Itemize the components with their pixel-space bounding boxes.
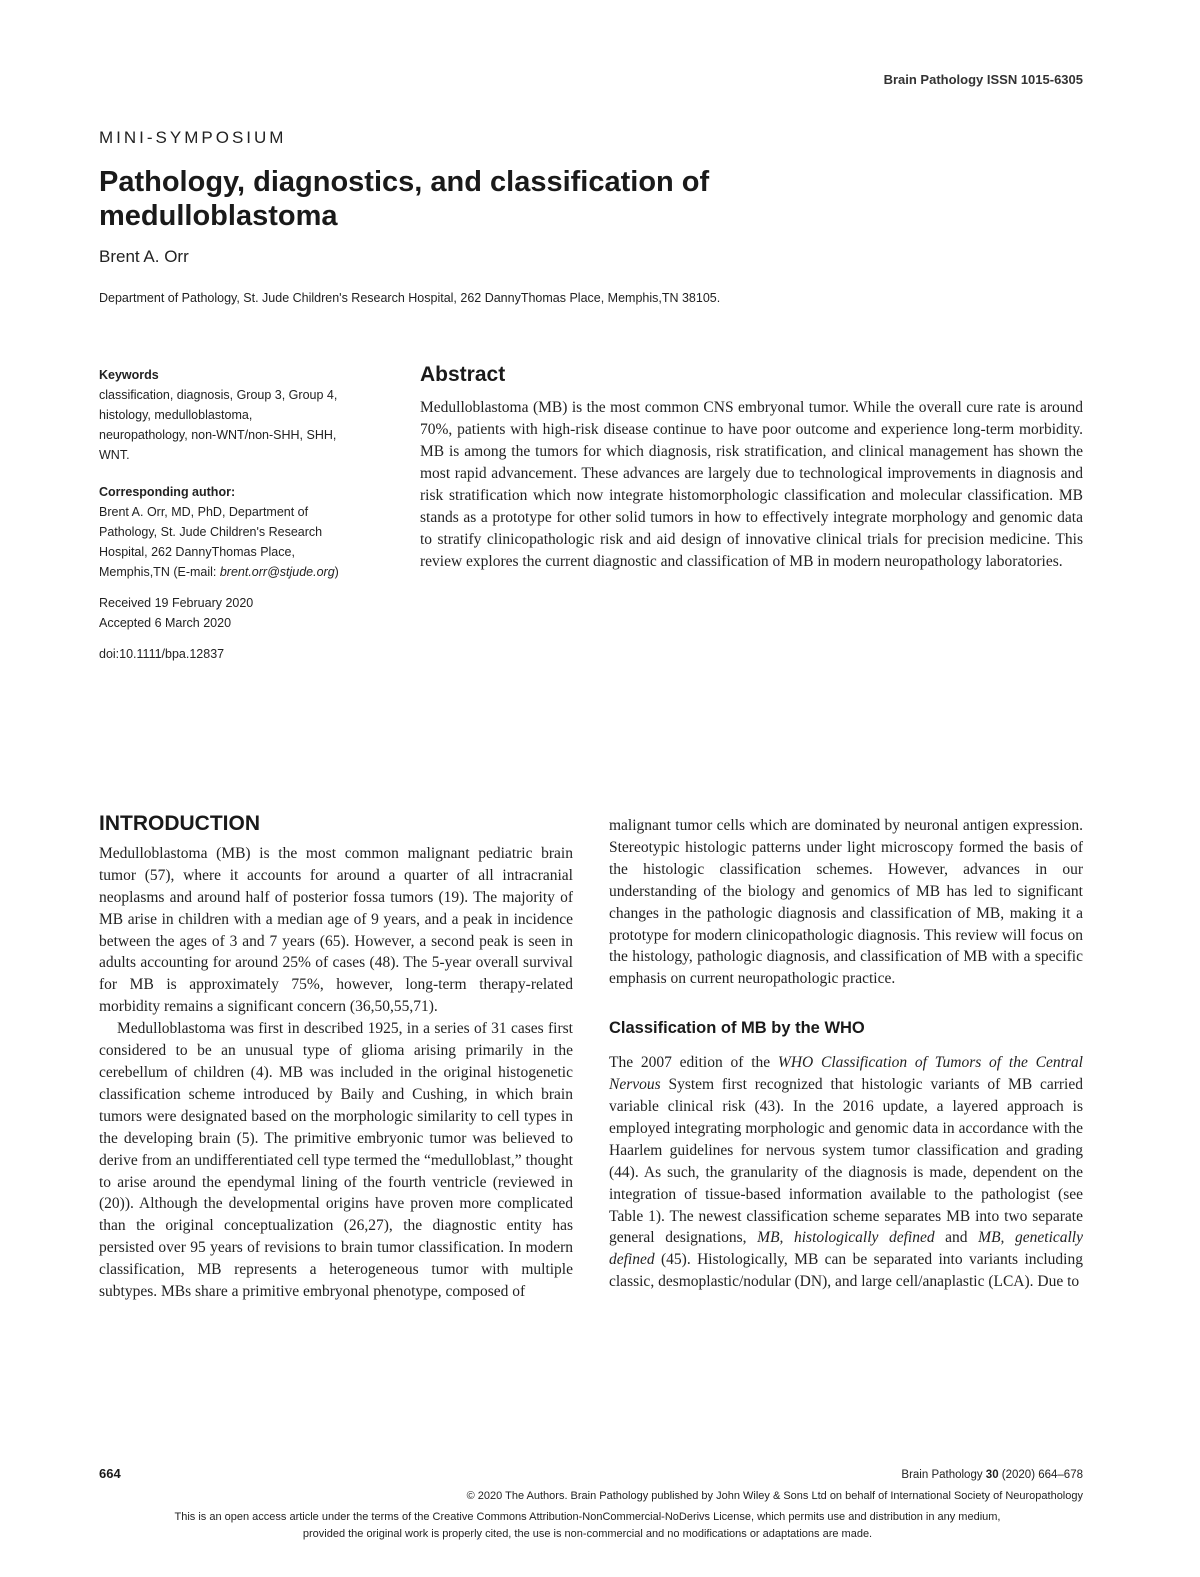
author-affiliation: Department of Pathology, St. Jude Children's Research Hospital, 262 DannyThomas Place, Memphis,TN 38105. [99,291,721,305]
license-line: provided the original work is properly cited, the use is non-commercial and no modifications or adaptations are made. [302,1528,873,1540]
corresponding-prefix: Memphis,TN (E-mail: [99,565,220,579]
accepted-date: Accepted 6 March 2020 [99,616,232,630]
journal-citation-footer [901,1469,1083,1481]
footer-year-pages: (2020) 664–678 [998,1469,1083,1481]
author-name: Brent A. Orr [99,247,189,266]
body-paragraph [609,1052,1083,1293]
italic-text-run: MB, histologically defined [757,1229,935,1247]
corresponding-line: Hospital, 262 DannyThomas Place, [99,545,295,559]
abstract-section [420,363,1083,573]
journal-header: Brain Pathology ISSN 1015-6305 [883,72,1083,87]
article-title: Pathology, diagnostics, and classification of medulloblastoma [99,166,710,232]
article-sidebar [99,365,399,664]
corresponding-suffix: ) [334,565,339,579]
italic-text-run: WHO Classification of Tumors of the Central Nervous [609,1054,1083,1094]
body-column-right [609,815,1083,1293]
body-paragraph: Medulloblastoma (MB) is the most common malignant pediatric brain tumor (57), where it accounts for around a quarter of all intracranial neoplasms and around half of posterior fossa tumors (19). The majority of MB arise in children with a median age of 9 years, and a peak in incidence between the ages of 3 and 7 years (65). However, a second peak is seen in adults accounting for around 25% of cases (48). The 5-year overall survival for MB is approximately 75%, however, long-term therapy-related morbidity remains a significant concern (36,50,55,71). [99,844,573,1016]
abstract-text: Medulloblastoma (MB) is the most common CNS embryonal tumor. While the overall cure rate is around 70%, patients with high-risk disease continue to have poor outcome and experience long-term morbidity. MB is among the tumors for which diagnosis, risk stratification, and clinical management has shown the most rapid advancement. These advances are largely due to technological improvements in diagnosis and risk stratification which now integrate histomorphologic classification and molecular classification. MB stands as a prototype for other solid tumors in how to effectively integrate morphology and genomic data to stratify clinicopathologic risk and aid design of innovative clinical trials for precision medicine. This review explores the current diagnostic and classification of MB in modern neuropathology laboratories. [420,399,1083,570]
keywords-line: classification, diagnosis, Group 3, Group 4, [99,388,338,402]
doi-link[interactable]: doi:10.1111/bpa.12837 [99,647,225,661]
text-run: (45). Histologically, MB can be separated into variants including classic, desmoplastic/nodular (DN), and large cell/anaplastic (LCA). Due to [609,1251,1083,1291]
introduction-heading: INTRODUCTION [99,812,260,835]
keywords-line: WNT. [99,448,130,462]
body-paragraph: malignant tumor cells which are dominated by neuronal antigen expression. Stereotypic histologic patterns under light microscopy formed the basis of the histologic classification schemes. However, advances in our understanding of the biology and genomics of MB has led to significant changes in the pathologic diagnosis and classification of MB, making it a prototype for modern clinicopathologic diagnosis. This review will focus on the histology, pathologic diagnosis, and classification of MB with a specific emphasis on current neuropathologic practice. [609,817,1083,988]
corresponding-line [99,562,399,582]
footer-volume: 30 [985,1469,999,1481]
corresponding-author-label: Corresponding author: [99,485,236,499]
corresponding-line: Pathology, St. Jude Children's Research [99,525,323,539]
received-date: Received 19 February 2020 [99,596,254,610]
text-run: System first recognized that histologic variants of MB carried variable clinical risk (43). In the 2016 update, a layered approach is employed integrating morphologic and genomic data in accordance with the Haarlem guidelines for nervous system tumor classification and grading (44). As such, the granularity of the diagnosis is made, dependent on the integration of tissue-based information available to the pathologist (see Table 1). The newest classification scheme separates MB into two separate general designations, [609,1076,1083,1247]
body-paragraph: Medulloblastoma was first in described 1925, in a series of 31 cases first considered to be an unusual type of glioma arising primarily in the cerebellum of children (4). MB was included in the original histogenetic classification scheme introduced by Baily and Cushing, in which brain tumors were designated based on the morphologic similarity to cell types in the developing brain (5). The primitive embryonic tumor was believed to derive from an undifferentiated cell type termed the “medulloblast,” thought to arise around the ependymal lining of the fourth ventricle (reviewed in (20)). Although the developmental origins have proven more complicated than the original conceptualization (26,27), the diagnostic entity has persisted over 95 years of revisions to brain tumor classification. In modern classification, MB represents a heterogeneous tumor with multiple subtypes. MBs share a primitive embryonal phenotype, composed of [99,1020,573,1301]
text-run: The 2007 edition of the [609,1054,778,1072]
who-classification-heading: Classification of MB by the WHO [609,1019,865,1038]
section-label: MINI-SYMPOSIUM [99,128,287,147]
license-notice [90,1509,1085,1543]
footer-journal-name: Brain Pathology [901,1469,986,1481]
italic-text-run: MB, genetically defined [609,1229,1083,1269]
page-number: 664 [99,1466,121,1481]
body-column-left [99,813,573,1303]
license-line: This is an open access article under the terms of the Creative Commons Attribution-NonCommercial-NoDerivs License, which permits use and distribution in any medium, [174,1511,1001,1523]
corresponding-line: Brent A. Orr, MD, PhD, Department of [99,505,309,519]
keywords-line: neuropathology, non-WNT/non-SHH, SHH, [99,428,337,442]
abstract-heading: Abstract [420,363,506,386]
keywords-line: histology, medulloblastoma, [99,408,253,422]
text-run: and [934,1229,979,1247]
keywords-label: Keywords [99,368,159,382]
copyright-notice: © 2020 The Authors. Brain Pathology published by John Wiley & Sons Ltd on behalf of International Society of Neuropathology [466,1490,1083,1502]
email-link[interactable]: brent.orr@stjude.org [219,565,335,579]
